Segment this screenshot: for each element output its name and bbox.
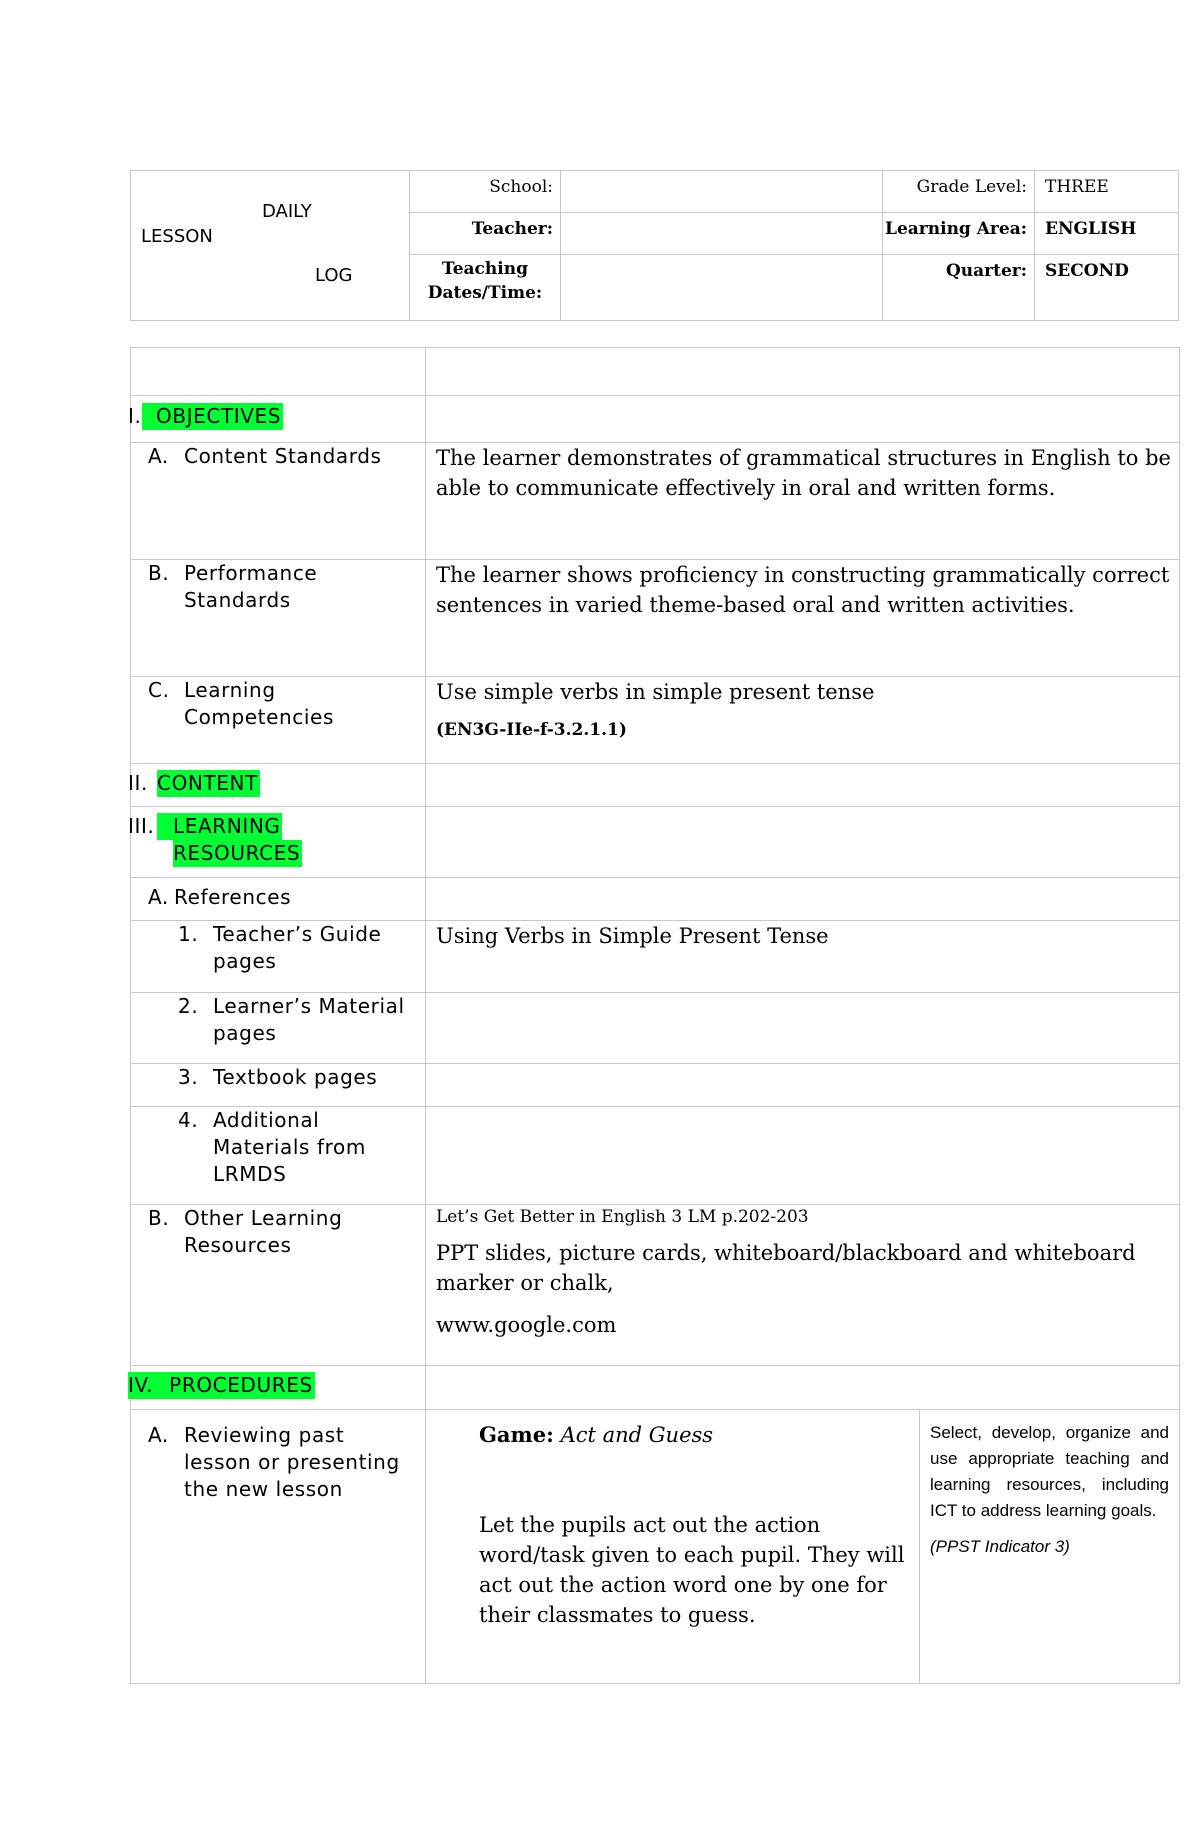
section-label-line1: LEARNING [157, 813, 282, 840]
ppst-note [920, 1410, 1180, 1684]
lm-reference: Let’s Get Better in English 3 LM p.202-203 [436, 1207, 809, 1227]
item-marker: A. [148, 885, 169, 909]
game-label: Game: [479, 1422, 554, 1447]
procedures-heading [128, 1366, 426, 1410]
teacher-label: Teacher: [410, 213, 561, 255]
item-label: References [174, 885, 292, 909]
section-label [128, 1372, 315, 1399]
item-label: Learning Competencies [184, 678, 334, 729]
learning-area-value: ENGLISH [1035, 213, 1179, 255]
references-row [131, 878, 1180, 921]
quarter-value: SECOND [1035, 255, 1179, 321]
lesson-plan-table [130, 347, 1180, 1684]
section-number: IV. [128, 1373, 154, 1397]
section-label-text: PROCEDURES [169, 1373, 313, 1397]
materials-list: PPT slides, picture cards, whiteboard/blackboard and whiteboard marker or chalk, [436, 1241, 1136, 1295]
other-resources-value [426, 1205, 1180, 1366]
learners-material-row [131, 993, 1180, 1064]
blank-cell [426, 348, 1180, 396]
item-marker: 1. [178, 922, 199, 946]
ppst-indicator: (PPST Indicator 3) [930, 1537, 1070, 1556]
item-marker: 2. [178, 994, 199, 1018]
learning-competencies-label [131, 677, 426, 764]
item-marker: C. [148, 678, 170, 702]
other-resources-label [131, 1205, 426, 1366]
procedures-value [426, 1366, 1180, 1410]
item-label: Teacher’s Guide pages [213, 922, 382, 973]
quarter-label: Quarter: [883, 255, 1035, 321]
objectives-heading [128, 396, 426, 443]
item-marker: A. [148, 444, 169, 468]
teaching-dates-field[interactable] [561, 255, 883, 321]
table-row [131, 348, 1180, 396]
item-label: Other Learning Resources [184, 1206, 343, 1257]
item-marker: B. [148, 561, 170, 585]
item-marker: A. [148, 1423, 169, 1447]
competency-description: Use simple verbs in simple present tense [436, 680, 875, 704]
section-number: II. [128, 771, 148, 795]
references-value [426, 878, 1180, 921]
lrmds-label [131, 1107, 426, 1205]
content-standards-row [131, 443, 1180, 560]
item-label: Performance Standards [184, 561, 318, 612]
item-label: Content Standards [184, 444, 382, 468]
item-label: Additional Materials from LRMDS [213, 1108, 366, 1186]
header-table [130, 170, 1179, 321]
item-marker: 4. [178, 1108, 199, 1132]
performance-standards-label [131, 560, 426, 677]
grade-level-value: THREE [1035, 171, 1179, 213]
learning-resources-row [131, 807, 1180, 878]
title-lesson: LESSON [141, 226, 213, 247]
ppst-note-text: Select, develop, organize and use appropriate teaching and learning resources, including ICT to address learning goals. [930, 1423, 1169, 1520]
reviewing-label [131, 1410, 426, 1684]
website-link[interactable]: www.google.com [436, 1313, 617, 1337]
blank-cell [131, 348, 426, 396]
section-label: CONTENT [157, 771, 258, 795]
title-daily: DAILY [262, 201, 312, 222]
content-row [131, 764, 1180, 807]
item-marker: 3. [178, 1065, 199, 1089]
learning-area-label: Learning Area: [883, 213, 1035, 255]
performance-standards-row [131, 560, 1180, 677]
objectives-row [131, 396, 1180, 443]
content-standards-description: The learner demonstrates of grammatical structures in English to be able to communicate effectively in oral and written forms. [436, 446, 1171, 500]
performance-standards-description: The learner shows proficiency in constructing grammatically correct sentences in varied theme-based oral and written activities. [436, 563, 1170, 617]
lrmds-row [131, 1107, 1180, 1205]
daily-lesson-log-title [131, 171, 410, 321]
school-label: School: [410, 171, 561, 213]
section-number: III. [128, 814, 155, 838]
item-label: Learner’s Material pages [213, 994, 405, 1045]
textbook-row [131, 1064, 1180, 1107]
content-standards-text [426, 443, 1180, 560]
learning-resources-value [426, 807, 1180, 878]
competency-code: (EN3G-IIe-f-3.2.1.1) [436, 720, 627, 740]
reviewing-row [131, 1410, 1180, 1684]
teachers-guide-label [131, 921, 426, 993]
content-value [426, 764, 1180, 807]
section-label: OBJECTIVES [142, 403, 283, 430]
content-heading [128, 764, 426, 807]
item-marker: B. [148, 1206, 170, 1230]
title-log: LOG [315, 265, 353, 286]
textbook-value [426, 1064, 1180, 1107]
section-number: I. [128, 404, 142, 428]
learning-competencies-text [426, 677, 1180, 764]
learning-competencies-row [131, 677, 1180, 764]
learners-material-label [131, 993, 426, 1064]
other-resources-row [131, 1205, 1180, 1366]
teacher-field[interactable] [561, 213, 883, 255]
teaching-dates-label: Teaching Dates/Time: [410, 255, 561, 321]
learning-resources-heading [128, 807, 426, 878]
teachers-guide-text: Using Verbs in Simple Present Tense [436, 924, 829, 948]
textbook-label [131, 1064, 426, 1107]
teachers-guide-value [426, 921, 1180, 993]
teachers-guide-row [131, 921, 1180, 993]
references-label [131, 878, 426, 921]
learners-material-value [426, 993, 1180, 1064]
procedures-row [131, 1366, 1180, 1410]
reviewing-activity [426, 1410, 920, 1684]
lrmds-value [426, 1107, 1180, 1205]
item-label: Reviewing past lesson or presenting the new lesson [184, 1423, 400, 1501]
game-title: Act and Guess [560, 1423, 714, 1447]
school-field[interactable] [561, 171, 883, 213]
content-standards-label [131, 443, 426, 560]
section-label-line2: RESOURCES [173, 841, 301, 865]
grade-level-label: Grade Level: [883, 171, 1035, 213]
game-instructions: Let the pupils act out the action word/task given to each pupil. They will act out the action word one by one for their classmates to guess. [479, 1513, 905, 1627]
performance-standards-text [426, 560, 1180, 677]
item-label: Textbook pages [213, 1065, 378, 1089]
objectives-value [426, 396, 1180, 443]
